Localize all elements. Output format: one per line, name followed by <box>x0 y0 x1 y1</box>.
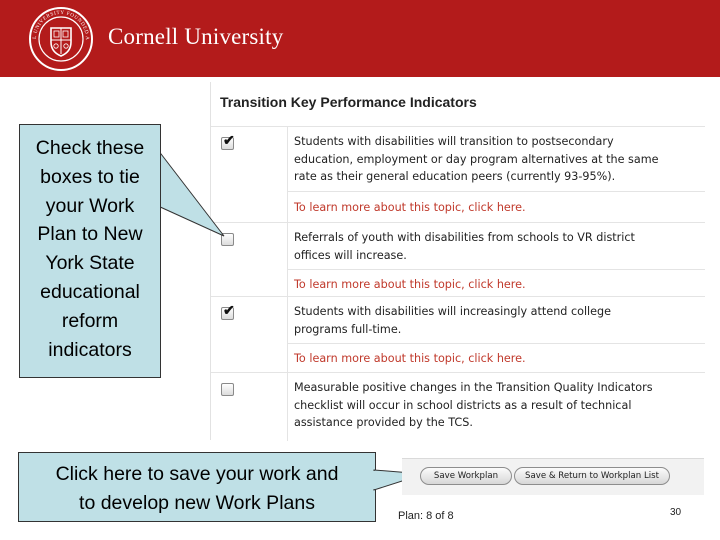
checkbox-cell <box>211 223 288 297</box>
checkbox-cell <box>211 297 288 373</box>
indicator-row <box>211 222 705 297</box>
check-icon: ✔ <box>223 132 235 148</box>
indicator-checkbox-1[interactable] <box>221 132 235 150</box>
save-workplan-button[interactable]: Save Workplan <box>420 467 512 485</box>
callout-line: to develop new Work Plans <box>79 492 315 514</box>
save-return-button[interactable]: Save & Return to Workplan List <box>514 467 670 485</box>
indicator-line: assistance provided by the TCS. <box>294 416 473 429</box>
page-number: 30 <box>670 507 682 518</box>
checkbox-callout <box>19 124 161 378</box>
brand-name[interactable]: Cornell University <box>108 24 284 49</box>
save-callout <box>18 452 376 522</box>
cornell-seal-icon <box>28 6 94 72</box>
plan-counter: Plan: 8 of 8 <box>398 510 454 522</box>
learn-more-link[interactable]: To learn more about this topic, click here. <box>294 201 526 214</box>
learn-more-link[interactable]: To learn more about this topic, click here. <box>294 278 526 291</box>
indicator-line: rate as their general education peers (currently 93-95%). <box>294 170 616 183</box>
indicator-line: Measurable positive changes in the Transition Quality Indicators <box>294 381 653 394</box>
callout-line: Click here to save your work and <box>55 463 339 485</box>
indicator-line: Students with disabilities will increasingly attend college <box>294 305 612 318</box>
button-bar <box>402 458 704 495</box>
callout-text <box>21 460 373 518</box>
row-divider <box>287 343 705 344</box>
indicator-line: Students with disabilities will transition to postsecondary <box>294 135 614 148</box>
callout-line: Plan to New <box>37 223 143 246</box>
panel-title: Transition Key Performance Indicators <box>220 94 477 110</box>
indicator-text <box>294 133 700 186</box>
indicator-text <box>294 229 700 264</box>
indicator-checkbox-2[interactable] <box>221 233 234 246</box>
callout-line: your Work <box>45 194 135 217</box>
checkbox-cell <box>211 373 288 441</box>
indicator-checkbox-3[interactable] <box>221 302 235 320</box>
indicator-row <box>211 372 705 441</box>
indicator-line: Referrals of youth with disabilities from schools to VR district <box>294 231 635 244</box>
callout-line: boxes to tie <box>40 165 140 188</box>
indicator-text <box>294 303 700 338</box>
indicator-line: programs full-time. <box>294 322 402 336</box>
checkbox-cell <box>211 127 288 223</box>
indicator-row <box>211 126 705 223</box>
indicator-line: checklist will occur in school districts as a result of technical <box>294 398 632 412</box>
callout-line: Check these <box>35 137 145 159</box>
callout-line: indicators <box>48 338 132 361</box>
callout-text <box>24 134 156 364</box>
callout-line: educational <box>40 280 140 303</box>
callout-line: reform <box>61 309 119 332</box>
kpi-panel <box>210 82 705 440</box>
indicator-checkbox-4[interactable] <box>221 383 234 396</box>
indicator-row <box>211 296 705 373</box>
indicator-text <box>294 379 700 432</box>
header-bar <box>0 0 720 77</box>
callout-line: York State <box>45 252 135 275</box>
row-divider <box>287 191 705 192</box>
indicator-line: offices will increase. <box>294 248 407 262</box>
learn-more-link[interactable]: To learn more about this topic, click here. <box>294 352 526 365</box>
seal-lettering: L UNIVERSITY FOUNDED A <box>31 9 91 41</box>
check-icon: ✔ <box>223 302 235 318</box>
row-divider <box>287 269 705 270</box>
indicator-line: education, employment or day program alternatives at the same <box>294 152 659 166</box>
